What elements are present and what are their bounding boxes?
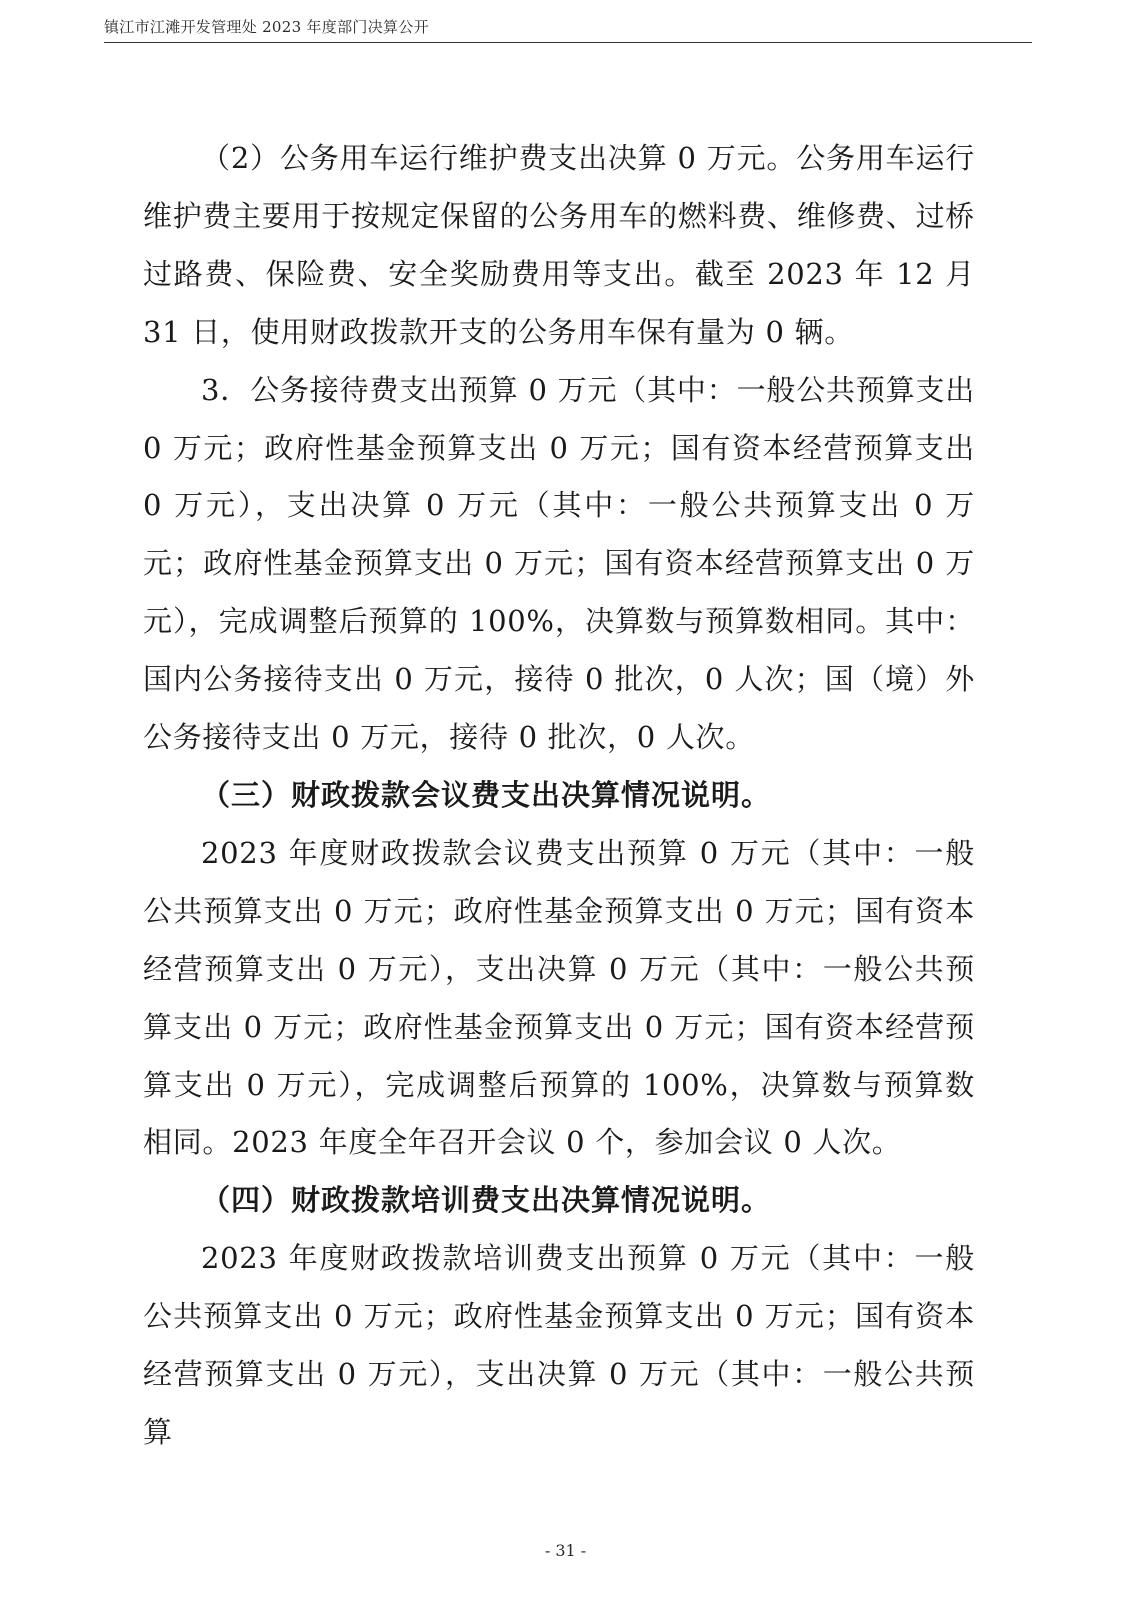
- page-header-title: 镇江市江滩开发管理处 2023 年度部门决算公开: [104, 18, 429, 36]
- page-header: [104, 14, 1032, 43]
- paragraph-vehicle-maintenance: （2）公务用车运行维护费支出决算 0 万元。公务用车运行维护费主要用于按规定保留的公务用车的燃料费、维修费、过桥过路费、保险费、安全奖励费用等支出。截至 2023 年 12 月 31 日，使用财政拨款开支的公务用车保有量为 0 辆。: [143, 141, 975, 349]
- section-heading-training-expense: （四）财政拨款培训费支出决算情况说明。: [201, 1183, 772, 1218]
- paragraph-reception-expense: 3．公务接待费支出预算 0 万元（其中：一般公共预算支出 0 万元；政府性基金预算支出 0 万元；国有资本经营预算支出 0 万元），支出决算 0 万元（其中：一般公共预算支出 0 万元；政府性基金预算支出 0 万元；国有资本经营预算支出 0 万元），完成调整后预算的 100%，决算数与预算数相同。其中：国内公务接待支出 0 万元，接待 0 批次，0 人次；国（境）外公务接待支出 0 万元，接待 0 批次，0 人次。: [143, 372, 975, 755]
- document-body: [143, 130, 975, 1462]
- paragraph-training-expense: 2023 年度财政拨款培训费支出预算 0 万元（其中：一般公共预算支出 0 万元；政府性基金预算支出 0 万元；国有资本经营预算支出 0 万元），支出决算 0 万元（其中：一般公共预算: [143, 1241, 975, 1449]
- section-heading-meeting-expense: （三）财政拨款会议费支出决算情况说明。: [201, 777, 772, 812]
- paragraph-meeting-expense: 2023 年度财政拨款会议费支出预算 0 万元（其中：一般公共预算支出 0 万元；政府性基金预算支出 0 万元；国有资本经营预算支出 0 万元），支出决算 0 万元（其中：一般公共预算支出 0 万元；政府性基金预算支出 0 万元；国有资本经营预算支出 0 万元），完成调整后预算的 100%，决算数与预算数相同。2023 年度全年召开会议 0 个，参加会议 0 人次。: [143, 835, 975, 1160]
- page-number: - 31 -: [544, 1541, 587, 1560]
